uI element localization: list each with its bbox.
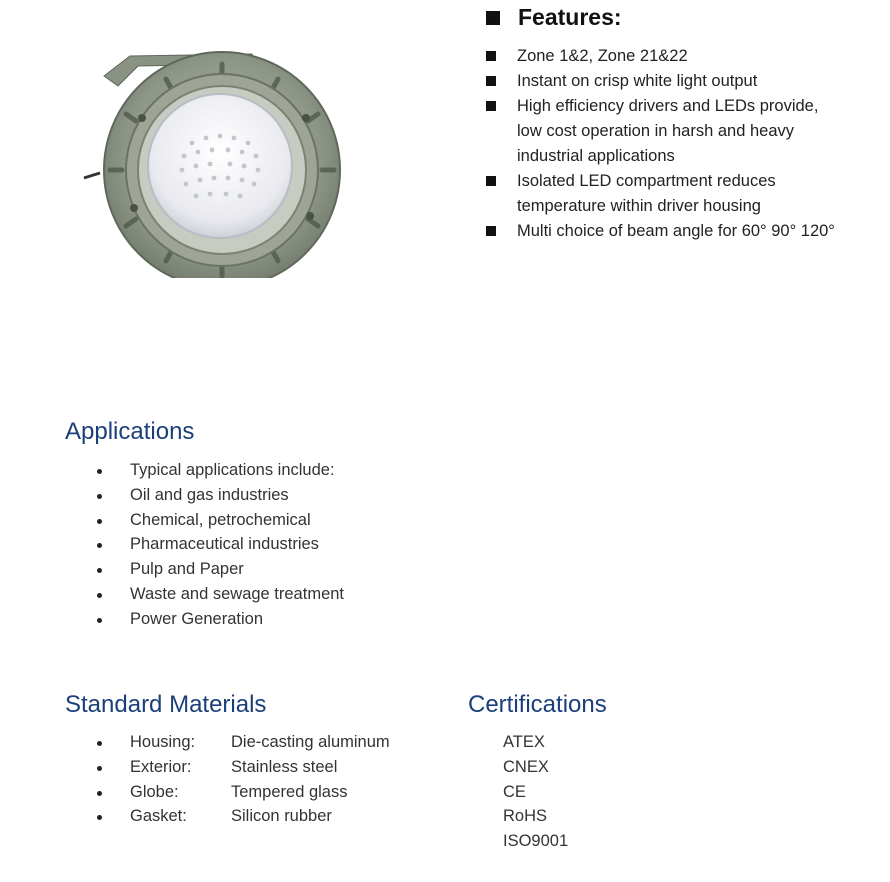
list-item <box>65 755 390 780</box>
list-item: Oil and gas industries <box>65 483 344 508</box>
bullet-icon <box>97 618 102 623</box>
bullet-icon <box>97 543 102 548</box>
list-item <box>65 730 390 755</box>
list-item: Power Generation <box>65 607 344 632</box>
certifications-heading: Certifications <box>468 691 607 718</box>
square-bullet-icon <box>486 101 496 111</box>
material-key: Globe: <box>130 782 179 801</box>
bullet-icon <box>97 519 102 524</box>
square-bullet-icon <box>486 76 496 86</box>
applications-heading: Applications <box>65 418 195 445</box>
material-value: Tempered glass <box>231 782 348 801</box>
certifications-list <box>503 730 568 854</box>
bullet-icon <box>97 815 102 820</box>
bullet-icon <box>97 766 102 771</box>
features-list <box>486 44 846 244</box>
list-item <box>65 780 390 805</box>
bullet-icon <box>97 593 102 598</box>
material-value: Silicon rubber <box>231 807 332 826</box>
list-item: Waste and sewage treatment <box>65 582 344 607</box>
features-heading <box>486 4 622 31</box>
bullet-icon <box>97 469 102 474</box>
standard-materials-heading: Standard Materials <box>65 691 267 718</box>
list-item: Pulp and Paper <box>65 557 344 582</box>
applications-list <box>65 458 344 632</box>
materials-list <box>65 730 390 829</box>
square-bullet-icon <box>486 11 500 25</box>
list-item: Instant on crisp white light output <box>486 69 846 94</box>
list-item: CNEX <box>503 757 549 776</box>
bullet-icon <box>97 791 102 796</box>
material-value: Die-casting aluminum <box>231 733 390 751</box>
list-item: ATEX <box>503 733 545 751</box>
bullet-icon <box>97 494 102 499</box>
square-bullet-icon <box>486 176 496 186</box>
list-item: RoHS <box>503 807 548 826</box>
square-bullet-icon <box>486 226 496 236</box>
material-key: Exterior: <box>130 757 192 776</box>
material-value: Stainless steel <box>231 757 338 776</box>
list-item: Multi choice of beam angle for 60° 90° 120° <box>486 219 846 244</box>
list-item: Pharmaceutical industries <box>65 532 344 557</box>
list-item: High efficiency drivers and LEDs provide, low cost operation in harsh and heavy industrial applications <box>486 94 846 169</box>
material-key: Gasket: <box>130 807 187 826</box>
list-item: Zone 1&2, Zone 21&22 <box>486 44 846 69</box>
list-item: CE <box>503 782 526 801</box>
list-item: Typical applications include: <box>65 458 344 483</box>
list-item: ISO9001 <box>503 832 569 851</box>
list-item <box>65 804 390 829</box>
bullet-icon <box>97 568 102 573</box>
list-item: Isolated LED compartment reduces temperature within driver housing <box>486 169 846 219</box>
material-key: Housing: <box>130 733 196 751</box>
square-bullet-icon <box>486 51 496 61</box>
bullet-icon <box>97 741 102 746</box>
features-title: Features: <box>518 4 622 30</box>
list-item: Chemical, petrochemical <box>65 508 344 533</box>
product-image-led-fixture <box>82 48 362 278</box>
